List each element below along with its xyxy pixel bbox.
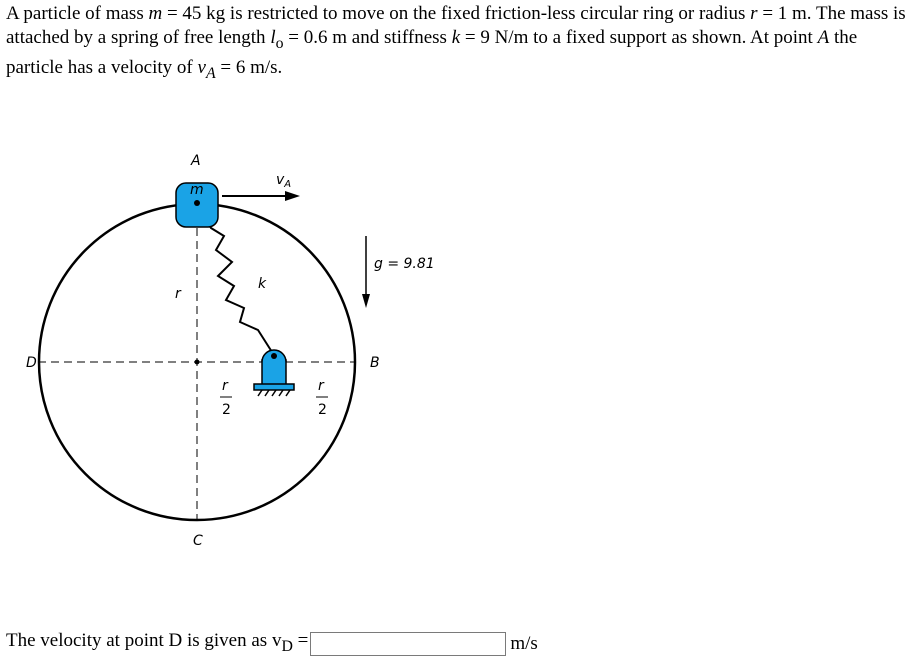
- label-k: k: [258, 276, 267, 292]
- label-D: D: [26, 355, 37, 371]
- label-r: r: [175, 286, 181, 302]
- problem-statement: A particle of mass m = 45 kg is restricted to move on the fixed friction-less circular ring or radius r = 1 m. The mass is attached by a spring of free length $l_o = 0.6$ m and stiffness k = 9 N/m to a fixed support as shown. At point A the particle has a velocity of $v_A = 6$ m/s.: [6, 3, 906, 82]
- answer-row: [6, 627, 538, 661]
- label-r-half-num-right: r: [318, 378, 324, 394]
- label-B: B: [370, 355, 380, 371]
- ring-diagram: [0, 140, 480, 560]
- label-r-half-den-left: 2: [222, 402, 231, 418]
- velocity-arrow: [222, 191, 300, 201]
- answer-unit: m/s: [510, 632, 538, 654]
- label-g: g = 9.81: [374, 256, 435, 272]
- center-point: [195, 360, 200, 365]
- label-r-half-den-right: 2: [318, 402, 327, 418]
- answer-prompt: The velocity at point D is given as $v_D$ =: [6, 630, 309, 655]
- fixed-support: [254, 350, 294, 396]
- label-r-half-num-left: r: [222, 378, 228, 394]
- label-vA: $v_A$: [276, 172, 292, 190]
- velocity-answer-input[interactable]: [310, 632, 506, 656]
- label-A: A: [191, 153, 201, 169]
- label-C: C: [193, 533, 203, 549]
- label-m: m: [190, 182, 204, 198]
- gravity-arrow: [362, 236, 370, 308]
